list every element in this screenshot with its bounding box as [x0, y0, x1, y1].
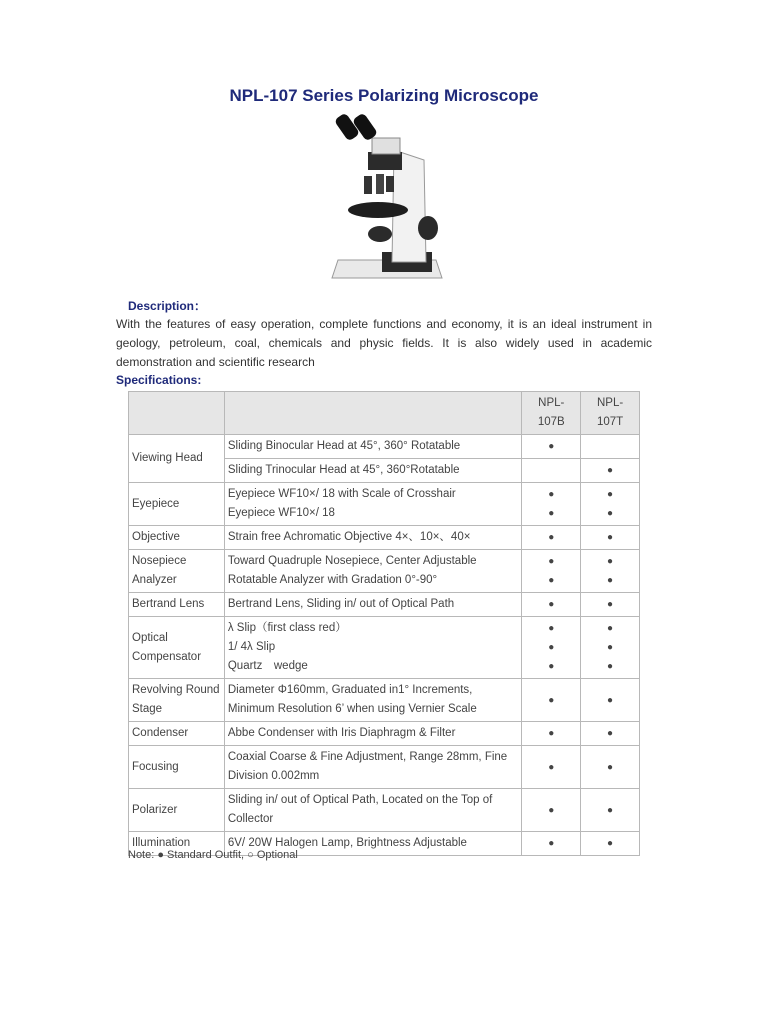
header-blank-cell — [129, 392, 225, 435]
row-description: Abbe Condenser with Iris Diaphragm & Filter — [224, 722, 521, 746]
row-description-line: λ Slip（first class red） — [227, 622, 347, 634]
standard-mark: ● — [548, 642, 555, 653]
table-row — [129, 526, 640, 550]
row-description-line: Quartz wedge — [227, 660, 308, 672]
row-description — [224, 550, 521, 593]
row-description-line: Eyepiece WF10×/ 18 with Scale of Crosshair — [227, 488, 456, 500]
table-row — [129, 789, 640, 832]
row-description: 6V/ 20W Halogen Lamp, Brightness Adjustable — [224, 832, 521, 856]
row-category — [129, 550, 225, 593]
row-category: Focusing — [129, 746, 225, 789]
row-category: Optical Compensator — [129, 617, 225, 679]
page-title: NPL-107 Series Polarizing Microscope — [229, 86, 539, 105]
mark-cell — [581, 483, 640, 526]
table-row — [129, 679, 640, 722]
standard-mark: ● — [607, 642, 614, 653]
standard-mark: ● — [522, 526, 581, 550]
standard-mark: ● — [548, 508, 555, 519]
row-description-line: Eyepiece WF10×/ 18 — [227, 507, 335, 519]
row-description — [224, 483, 521, 526]
description-heading: Description： — [128, 299, 207, 313]
standard-mark: ● — [581, 746, 640, 789]
table-row — [129, 550, 640, 593]
row-category: Illumination — [129, 832, 225, 856]
column-header-107t: NPL-107T — [581, 392, 640, 435]
standard-mark: ● — [581, 722, 640, 746]
description-text: With the features of easy operation, complete functions and economy, it is an ideal instrument in geology, petroleum, coal, chemicals and physic fields. It is also widely used in academic demonstration and scientific research — [116, 317, 652, 369]
standard-mark: ● — [581, 789, 640, 832]
row-description-line: Rotatable Analyzer with Gradation 0°-90° — [227, 574, 438, 586]
table-header-row — [129, 392, 640, 435]
specifications-heading: Specifications: — [116, 373, 202, 387]
row-category: Objective — [129, 526, 225, 550]
standard-mark: ● — [522, 832, 581, 856]
standard-mark: ● — [581, 593, 640, 617]
standard-mark: ● — [581, 459, 640, 483]
mark-cell — [522, 550, 581, 593]
row-category: Eyepiece — [129, 483, 225, 526]
row-description: Sliding Trinocular Head at 45°, 360°Rotatable — [224, 459, 521, 483]
table-row — [129, 435, 640, 459]
table-row — [129, 746, 640, 789]
standard-mark — [522, 459, 581, 483]
standard-mark: ● — [581, 526, 640, 550]
table-row — [129, 483, 640, 526]
table-row — [129, 722, 640, 746]
microscope-image — [328, 110, 446, 294]
table-row — [129, 593, 640, 617]
row-category: Revolving Round Stage — [129, 679, 225, 722]
standard-mark: ● — [607, 661, 614, 672]
row-description: Diameter Φ160mm, Graduated in1° Increments, Minimum Resolution 6’ when using Vernier Scale — [224, 679, 521, 722]
row-description-line: Toward Quadruple Nosepiece, Center Adjustable — [227, 555, 477, 567]
standard-mark: ● — [548, 575, 555, 586]
standard-mark: ● — [607, 575, 614, 586]
row-category: Bertrand Lens — [129, 593, 225, 617]
standard-mark: ● — [548, 556, 555, 567]
standard-mark: ● — [548, 489, 555, 500]
row-description: Strain free Achromatic Objective 4×、10×、40× — [224, 526, 521, 550]
standard-mark: ● — [548, 623, 555, 634]
standard-mark: ● — [607, 623, 614, 634]
row-description-line: 1/ 4λ Slip — [227, 641, 276, 653]
standard-mark: ● — [522, 722, 581, 746]
row-description: Sliding Binocular Head at 45°, 360° Rotatable — [224, 435, 521, 459]
column-header-107b: NPL-107B — [522, 392, 581, 435]
standard-mark: ● — [522, 679, 581, 722]
standard-mark: ● — [522, 746, 581, 789]
standard-mark: ● — [522, 435, 581, 459]
standard-mark: ● — [607, 508, 614, 519]
standard-mark: ● — [581, 832, 640, 856]
row-category-label: Analyzer — [132, 574, 177, 586]
row-description — [224, 617, 521, 679]
row-category: Viewing Head — [129, 435, 225, 483]
row-category: Condenser — [129, 722, 225, 746]
mark-cell — [581, 550, 640, 593]
standard-mark — [581, 435, 640, 459]
standard-mark: ● — [581, 679, 640, 722]
standard-mark: ● — [607, 556, 614, 567]
row-description: Coaxial Coarse & Fine Adjustment, Range 28mm, Fine Division 0.002mm — [224, 746, 521, 789]
header-blank-cell — [224, 392, 521, 435]
row-description: Sliding in/ out of Optical Path, Located on the Top of Collector — [224, 789, 521, 832]
row-description: Bertrand Lens, Sliding in/ out of Optical Path — [224, 593, 521, 617]
specifications-table — [128, 391, 640, 856]
table-row — [129, 617, 640, 679]
row-category: Polarizer — [129, 789, 225, 832]
standard-mark: ● — [522, 593, 581, 617]
standard-mark: ● — [607, 489, 614, 500]
table-note: Note: ● Standard Outfit, ○ Optional — [128, 849, 298, 861]
standard-mark: ● — [522, 789, 581, 832]
mark-cell — [522, 617, 581, 679]
mark-cell — [581, 617, 640, 679]
row-category-label: Nosepiece — [132, 555, 187, 567]
mark-cell — [522, 483, 581, 526]
standard-mark: ● — [548, 661, 555, 672]
